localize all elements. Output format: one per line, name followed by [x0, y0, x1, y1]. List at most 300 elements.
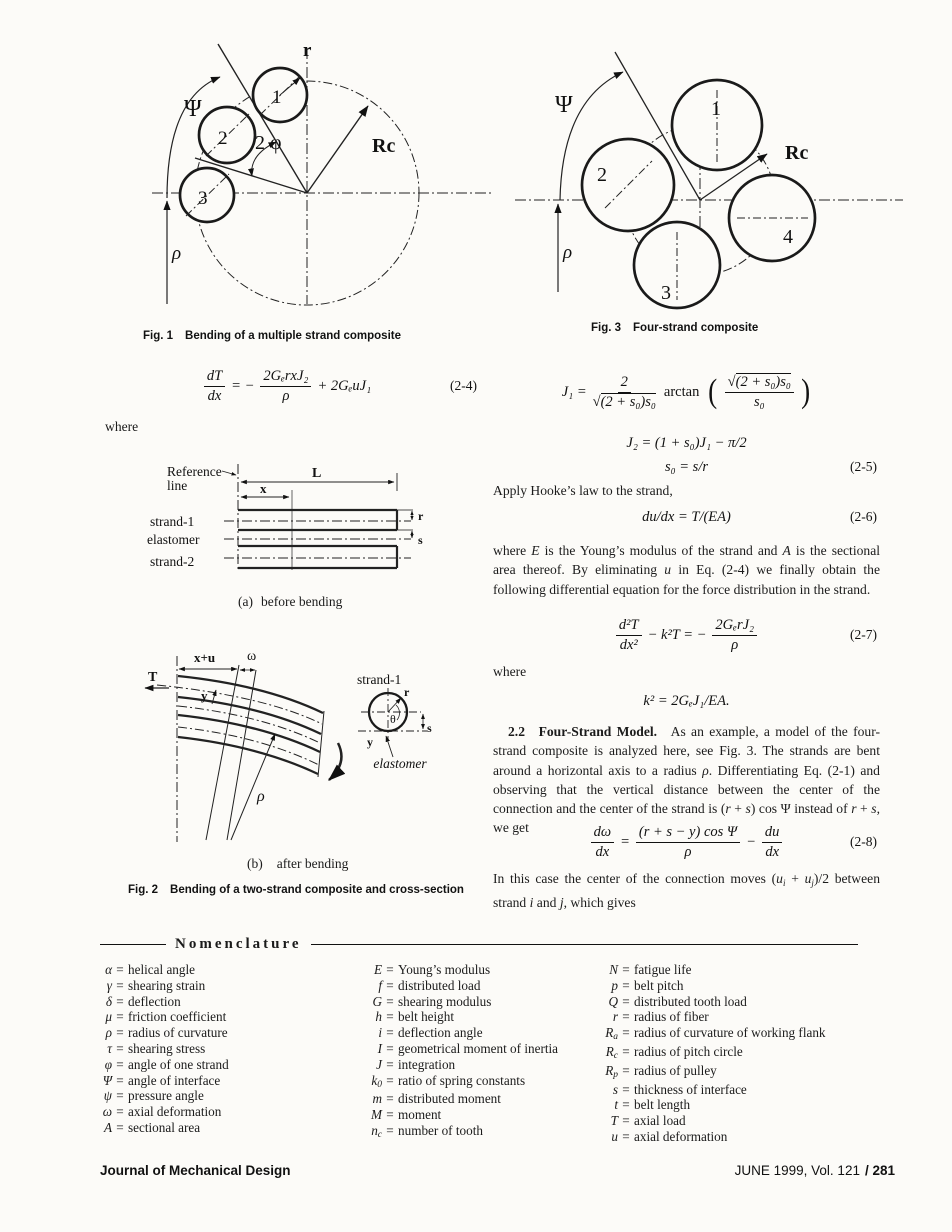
equation-body: k² = 2GₑJ₁/EA. — [643, 692, 730, 709]
nomenclature-title: Nomenclature — [175, 936, 302, 952]
fig1-strand-number-3: 3 — [198, 188, 208, 209]
equals-sign: = — [622, 1113, 630, 1129]
equals-sign: = — [116, 1009, 124, 1025]
fig1-label-rho: ρ — [172, 243, 182, 264]
definition: radius of pulley — [634, 1062, 717, 1078]
symbol-main: τ — [107, 1040, 112, 1056]
symbol-main: φ — [104, 1056, 112, 1072]
paragraph-in-this-case — [493, 869, 880, 913]
fraction — [591, 824, 615, 859]
footer-journal-title: Journal of Mechanical Design — [100, 1163, 291, 1178]
equals-sign: = — [386, 1107, 394, 1123]
symbol — [96, 1073, 112, 1089]
hooke-intro: Apply Hooke’s law to the strand, — [493, 483, 673, 498]
equals-sign: = — [622, 1128, 630, 1144]
symbol-main: r — [612, 1009, 618, 1025]
equals-sign: = — [386, 1072, 394, 1088]
equals-sign: = — [386, 962, 394, 977]
fraction — [712, 617, 757, 652]
numerator: 2GₑrxJ₂ — [260, 368, 311, 386]
fig2-caption — [128, 884, 464, 896]
nomenclature-col2 — [366, 962, 590, 1142]
symbol — [594, 1113, 618, 1129]
symbol — [366, 1073, 382, 1092]
equals-sign: = — [116, 977, 124, 993]
symbol-main: A — [103, 1119, 112, 1135]
symbol — [96, 1041, 112, 1057]
fig2b-label-theta: θ — [390, 712, 396, 726]
equals-sign: = — [622, 1081, 630, 1097]
fig2b-label-x-plus-u: x+u — [194, 650, 216, 665]
equation-k2 — [493, 692, 880, 710]
fraction — [260, 368, 311, 403]
nomenclature-entry — [366, 978, 590, 994]
fig2-caption-tag: Fig. 2 — [128, 884, 159, 896]
reference-pointer — [222, 471, 236, 475]
equation-middle: − k²T = − — [647, 626, 707, 643]
nomenclature-entry — [366, 1073, 590, 1092]
fig1-label-two-phi: 2 φ — [255, 132, 282, 154]
lhs: J₁ = — [561, 383, 587, 400]
fig1-label-psi: Ψ — [184, 96, 202, 122]
radical-sign: √ — [727, 374, 736, 391]
denominator: dx — [207, 387, 222, 404]
symbol — [96, 1009, 112, 1025]
symbol — [96, 1104, 112, 1120]
band-centerlines — [224, 521, 411, 558]
fig1-caption-text: Bending of a multiple strand composite — [185, 330, 401, 342]
definition: distributed moment — [398, 1091, 501, 1107]
radicand: (2 + s₀)s₀ — [735, 374, 791, 391]
symbol-main: G — [372, 993, 382, 1009]
nomenclature-col3 — [594, 962, 884, 1145]
footer-issue: JUNE 1999, Vol. 121 — [734, 1163, 860, 1178]
text-segment: + — [785, 871, 805, 886]
symbol-main: t — [614, 1097, 618, 1113]
nomenclature-entry — [96, 994, 358, 1010]
fig2b-label-omega: ω — [247, 649, 257, 664]
equation-body: s₀ = s/r — [664, 458, 709, 475]
nomenclature-entry — [366, 962, 590, 978]
minus-sign: − — [746, 833, 756, 850]
where-text-1: where — [105, 419, 139, 434]
symbol — [594, 962, 618, 978]
fig3-strand-circles — [582, 80, 815, 308]
numerator: d²T — [616, 617, 642, 635]
symbol — [96, 978, 112, 994]
fig2a-subcaption-text: before bending — [260, 594, 343, 609]
equals-sign: = — [116, 1056, 124, 1072]
definition: deflection — [128, 993, 181, 1009]
definition: shearing modulus — [398, 993, 492, 1009]
numerator — [725, 374, 794, 392]
numerator: (r + s − y) cos Ψ — [636, 824, 740, 842]
definition: shearing strain — [128, 977, 206, 993]
text-segment: s — [745, 801, 751, 817]
nomenclature-entry — [366, 1009, 590, 1025]
fig3-strand-number-2: 2 — [597, 164, 607, 186]
definition: Young’s modulus — [398, 962, 491, 977]
fig2b-label-elastomer: elastomer — [373, 756, 427, 771]
nomenclature-entry — [594, 1082, 884, 1098]
symbol-main: δ — [105, 993, 112, 1009]
symbol-main: f — [378, 977, 382, 993]
rc-radius-arrow — [307, 106, 368, 193]
symbol — [366, 1041, 382, 1057]
symbol — [96, 1057, 112, 1073]
fig2b-label-r: r — [404, 685, 410, 699]
definition: belt length — [634, 1097, 691, 1113]
definition: distributed tooth load — [634, 993, 747, 1009]
equals-sign: = — [116, 1104, 124, 1120]
equals-sign: = — [116, 1040, 124, 1056]
equals-sign: = — [622, 962, 630, 977]
text-segment: . Differentiating Eq. (2-1) and observing that the vertical distance between the center of the connection and the center of the strand is ( — [493, 762, 880, 817]
symbol — [366, 1107, 382, 1123]
figure-1-drawing — [100, 36, 498, 328]
fig2a-label-s: s — [418, 533, 423, 547]
footer-page-number: / 281 — [864, 1163, 895, 1178]
denominator: dx — [595, 843, 610, 860]
symbol-main: E — [373, 962, 382, 977]
fraction — [204, 368, 225, 403]
text-segment: ρ — [702, 762, 709, 778]
equals-sign: = — [622, 1025, 630, 1041]
definition: ratio of spring constants — [398, 1072, 526, 1088]
numerator: 2GₑrJ₂ — [712, 617, 757, 635]
nomenclature-entry — [96, 1120, 358, 1136]
fig1-caption-tag: Fig. 1 — [143, 330, 174, 342]
symbol — [96, 994, 112, 1010]
text-segment: and — [533, 895, 560, 911]
equals-sign: = — [116, 993, 124, 1009]
symbol — [96, 1025, 112, 1041]
fig3-caption-tag: Fig. 3 — [591, 322, 622, 334]
definition: radius of curvature — [128, 1025, 228, 1041]
definition: angle of interface — [128, 1072, 221, 1088]
symbol — [594, 1082, 618, 1098]
symbol-main: i — [378, 1025, 382, 1041]
equals-sign: = — [386, 1025, 394, 1041]
denominator: ρ — [282, 387, 290, 404]
symbol — [366, 978, 382, 994]
fig2b-label-y: y — [201, 688, 208, 703]
equation-J1: J₁ = $\frac{2}{\text{√(2 + s₀)s₀}}$ arctan ( $\frac{\text{√(2 + s₀)s₀}}{\text{s₀}}$ ) — [561, 373, 811, 410]
fig2b-label-strand1: strand-1 — [357, 672, 402, 687]
symbol-main: Q — [608, 993, 618, 1009]
text-segment: i — [782, 878, 786, 888]
equals-sign: = — [622, 1009, 630, 1025]
nomenclature-entry — [594, 1009, 884, 1025]
text-segment: is the sectional area thereof. By eliminating — [493, 543, 881, 578]
fraction — [636, 824, 740, 859]
definition: pressure angle — [128, 1088, 204, 1104]
fig3-strand-number-1: 1 — [711, 98, 721, 120]
symbol — [366, 1009, 382, 1025]
fig1-strand-number-1: 1 — [272, 87, 282, 108]
fig2b-lines — [145, 656, 341, 842]
fraction — [616, 617, 642, 652]
figure-3-drawing — [505, 42, 907, 330]
text-segment: , which gives — [563, 895, 636, 911]
denominator: ρ — [731, 636, 739, 653]
radicand: (2 + s₀)s₀ — [600, 393, 656, 410]
numerator: dT — [204, 368, 225, 386]
nomenclature-entry — [594, 978, 884, 994]
symbol-main: J — [376, 1056, 382, 1072]
symbol-main: T — [610, 1113, 618, 1129]
symbol — [366, 1025, 382, 1041]
nomenclature-entry — [594, 1063, 884, 1082]
definition: shearing stress — [128, 1040, 206, 1056]
definition: fatigue life — [634, 962, 692, 977]
definition: belt pitch — [634, 977, 684, 993]
nomenclature-entry — [96, 1073, 358, 1089]
equals-sign: = — [622, 1062, 630, 1078]
fraction — [725, 374, 794, 409]
text-segment: is the Young’s modulus of the strand and — [539, 543, 783, 558]
definition: radius of curvature of working flank — [634, 1025, 826, 1041]
definition: thickness of interface — [634, 1081, 747, 1097]
text-segment: in Eq. (2-4) we finally obtain the following differential equation for the force distribution in the strand. — [493, 562, 880, 597]
section-plane-line — [206, 665, 239, 840]
equation-2-8 — [493, 820, 880, 864]
text-segment: + — [730, 801, 746, 817]
equals-sign: = — [386, 1122, 394, 1138]
text-segment: + — [856, 801, 872, 817]
equals-sign: = — [116, 962, 124, 977]
definition: axial load — [634, 1113, 686, 1129]
symbol-main: ρ — [105, 1025, 112, 1041]
fig2a-label-strand2: strand-2 — [150, 554, 195, 569]
symbol — [594, 978, 618, 994]
symbol — [594, 1044, 618, 1063]
text-segment: where — [493, 543, 532, 558]
paragraph-young-modulus — [493, 541, 880, 599]
centerline — [157, 685, 322, 724]
nomenclature-entry — [96, 1104, 358, 1120]
symbol-main: R — [605, 1043, 614, 1059]
text-segment: )/2 between strand — [493, 871, 880, 911]
fig2b-label-y2: y — [367, 735, 373, 749]
symbol-main: M — [371, 1107, 382, 1123]
centerline — [178, 727, 319, 765]
text-segment: j — [811, 878, 814, 888]
definition: helical angle — [128, 962, 195, 977]
symbol-main: h — [375, 1009, 382, 1025]
symbol-main: m — [372, 1091, 382, 1107]
equals-sign: = — [386, 977, 394, 993]
symbol — [366, 1057, 382, 1073]
text-segment: A — [782, 543, 791, 558]
symbol — [594, 1129, 618, 1145]
equation-2-4 — [95, 362, 480, 410]
rule-left — [100, 944, 166, 945]
equation-number: (2-6) — [850, 509, 877, 524]
fig2b-label-s: s — [427, 721, 432, 735]
elastomer-pointer — [386, 736, 393, 757]
radical-sign: √ — [592, 393, 601, 410]
nomenclature-entry — [96, 1025, 358, 1041]
fig3-label-rho: ρ — [563, 242, 573, 263]
text-segment: r — [725, 801, 731, 817]
equation-body: du/dx = T/(EA) — [642, 508, 731, 525]
equals-sign: = — [622, 1097, 630, 1113]
definition: radius of pitch circle — [634, 1043, 743, 1059]
nomenclature-entry — [594, 1025, 884, 1044]
denominator: ρ — [684, 843, 692, 860]
text-segment: i — [529, 895, 534, 911]
symbol — [96, 1088, 112, 1104]
text-segment: 2.2 Four-Strand Model. — [508, 724, 658, 739]
numerator: 2 — [618, 374, 631, 392]
text-segment: As an example, a model of the four-strand composite is analyzed here, see Fig. 3. The strands are bent around a horizontal axis to a radius — [493, 724, 880, 778]
denominator: dx — [765, 843, 779, 860]
figure-2b-drawing — [105, 640, 480, 852]
arctan-function: arctan — [663, 383, 700, 400]
symbol-main: R — [605, 1025, 614, 1041]
symbol-subscript: c — [613, 1050, 618, 1061]
fig1-label-r: r — [303, 40, 312, 61]
symbol-main: μ — [105, 1009, 112, 1025]
text-segment: ) cos Ψ instead of — [750, 801, 852, 817]
nomenclature-entry — [96, 1057, 358, 1073]
nomenclature-entry — [96, 978, 358, 994]
fig2a-label-strand1: strand-1 — [150, 514, 195, 529]
nomenclature-entry — [96, 962, 358, 978]
fig2b-label-rho: ρ — [257, 788, 265, 805]
equals-sign: = — [116, 1072, 124, 1088]
nomenclature-entry — [594, 1097, 884, 1113]
figure-2a-drawing — [110, 460, 435, 582]
equation-body: J₂ = (1 + s₀)J₁ − π/2 — [626, 434, 747, 451]
nomenclature-entry — [366, 1091, 590, 1107]
fig2a-label-reference: Reference — [167, 464, 222, 479]
symbol-main: k — [371, 1072, 378, 1088]
equals-sign: = — [622, 1043, 630, 1059]
symbol-main: s — [612, 1081, 618, 1097]
denominator: dx² — [619, 636, 638, 653]
definition: moment — [398, 1107, 442, 1123]
equation-number: (2-4) — [450, 378, 477, 393]
fig1-caption — [143, 330, 401, 342]
symbol-main: n — [371, 1122, 378, 1138]
definition: distributed load — [398, 977, 481, 993]
definition: radius of fiber — [634, 1009, 709, 1025]
nomenclature-entry — [366, 1057, 590, 1073]
symbol — [594, 994, 618, 1010]
where-text-2: where — [493, 664, 527, 679]
fig2a-label-line: line — [167, 478, 188, 493]
nomenclature-col1 — [96, 962, 358, 1136]
fig2-caption-text: Bending of a two-strand composite and cross-section — [170, 884, 464, 896]
fig1-label-rc: Rc — [372, 135, 396, 157]
equation-2-6 — [493, 508, 880, 526]
fig2a-label-elastomer: elastomer — [147, 532, 200, 547]
symbol-main: Ψ — [102, 1072, 112, 1088]
symbol-main: I — [377, 1040, 382, 1056]
nomenclature-entry — [96, 1009, 358, 1025]
equals-sign: = — [386, 1056, 394, 1072]
equation-number: (2-8) — [850, 834, 877, 849]
fig3-strand-number-4: 4 — [783, 226, 793, 248]
text-segment: u — [664, 562, 672, 578]
fraction — [593, 374, 656, 409]
definition: belt height — [398, 1009, 455, 1025]
fig2b-subcaption-text: after bending — [276, 856, 349, 871]
symbol-subscript: 0 — [377, 1079, 382, 1090]
definition: sectional area — [128, 1119, 201, 1135]
symbol — [594, 1063, 618, 1082]
equals-sign: = — [386, 1040, 394, 1056]
definition: geometrical moment of inertia — [398, 1040, 559, 1056]
numerator: dω — [591, 824, 615, 842]
nomenclature-entry — [366, 1107, 590, 1123]
definition: angle of one strand — [128, 1056, 229, 1072]
symbol — [366, 1123, 382, 1142]
fig2b-subcaption-tag: (b) — [247, 856, 263, 871]
symbol-main: R — [605, 1062, 614, 1078]
text-segment: u — [804, 871, 812, 886]
text-segment: In this case the center of the connection moves ( — [493, 871, 777, 886]
nomenclature-entry — [96, 1088, 358, 1104]
definition: integration — [398, 1056, 456, 1072]
rule-right — [311, 944, 858, 945]
fig2b-subcaption — [247, 856, 348, 872]
nomenclature-entry — [366, 1025, 590, 1041]
fig2a-subcaption — [238, 594, 342, 610]
equation-2-7 — [493, 612, 880, 658]
text-segment: r — [851, 801, 857, 817]
text-segment: , we get — [493, 801, 880, 836]
nomenclature-entry — [594, 994, 884, 1010]
symbol — [366, 962, 382, 978]
equals-sign: = — [386, 1009, 394, 1025]
symbol-main: p — [611, 977, 618, 993]
equals-sign: = — [622, 977, 630, 993]
equals-minus: = − — [231, 377, 255, 394]
symbol — [594, 1009, 618, 1025]
definition: number of tooth — [398, 1122, 483, 1138]
fig3-label-psi: Ψ — [555, 92, 573, 118]
bending-direction-arrow — [329, 743, 341, 780]
symbol — [96, 1120, 112, 1136]
nomenclature-entry — [96, 1041, 358, 1057]
definition: deflection angle — [398, 1025, 483, 1041]
section-break-line — [318, 711, 324, 777]
nomenclature-entry — [366, 1123, 590, 1142]
fig2a-label-r: r — [418, 509, 424, 523]
nomenclature-header — [100, 936, 858, 953]
symbol-main: u — [611, 1128, 618, 1144]
nomenclature-entry — [594, 962, 884, 978]
equation-J2 — [493, 434, 880, 452]
equation-tail: + 2GₑuJ₁ — [317, 377, 372, 394]
symbol-main: γ — [106, 977, 112, 993]
equals-sign: = — [620, 833, 630, 850]
equals-sign: = — [386, 1091, 394, 1107]
fig3-label-rc: Rc — [785, 142, 809, 164]
nomenclature-entry — [366, 994, 590, 1010]
equals-sign: = — [386, 993, 394, 1009]
symbol — [594, 1097, 618, 1113]
equation-number: (2-7) — [850, 627, 877, 642]
symbol — [594, 1025, 618, 1044]
equals-sign: = — [116, 1025, 124, 1041]
fig3-caption — [591, 322, 758, 334]
text-segment: u — [776, 871, 783, 886]
definition: axial deformation — [634, 1128, 728, 1144]
